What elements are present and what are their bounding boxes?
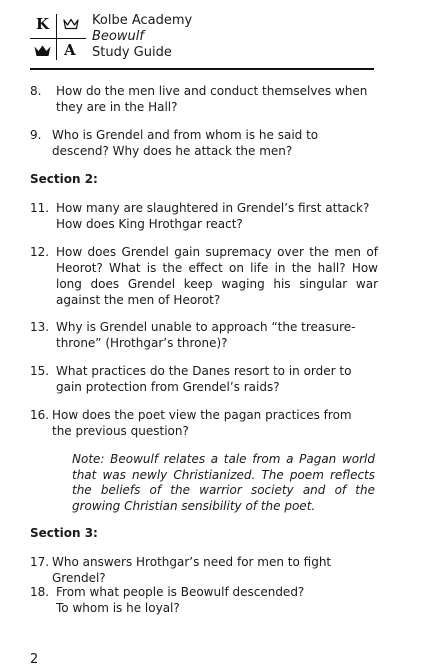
crown-outline-icon (63, 18, 79, 30)
question-number: 9. (30, 128, 42, 142)
question-text: How does Grendel gain supremacy over the men of Heorot? What is the effect on life in the hall? How long does Grendel keep waging his singular war against the men of Heorot? (56, 245, 378, 307)
question-text: Who answers Hrothgar’s need for men to fight Grendel? (52, 555, 332, 585)
header-rule (30, 68, 374, 70)
question-number: 15. (30, 364, 50, 378)
question-text: How many are slaughtered in Grendel’s first attack? How does King Hrothgar react? (56, 201, 370, 231)
guide-label: Study Guide (92, 45, 172, 60)
logo-letter-k: K (36, 15, 50, 33)
question-number: 13. (30, 320, 50, 334)
crown-solid-icon (34, 45, 51, 57)
section-2-heading: Section 2: (30, 172, 98, 186)
header-text (92, 13, 192, 61)
section-3-heading: Section 3: (30, 526, 98, 540)
academy-name: Kolbe Academy (92, 13, 193, 28)
question-number: 16. (30, 408, 50, 422)
note-paragraph: Note: Beowulf relates a tale from a Pagan world that was newly Christianized. The poem reflects the beliefs of the warrior society and of the growing Christian sensibility of the poet. (72, 452, 375, 513)
logo-vertical-divider (56, 14, 57, 60)
logo-letter-a: A (64, 41, 76, 59)
page-header (30, 12, 374, 70)
question-number: 12. (30, 245, 50, 259)
question-text: Who is Grendel and from whom is he said to descend? Why does he attack the men? (52, 128, 319, 158)
question-number: 17. (30, 555, 50, 569)
question-number: 11. (30, 201, 50, 215)
question-text: How does the poet view the pagan practices from the previous question? (52, 408, 352, 438)
question-number: 8. (30, 84, 42, 98)
question-text: From what people is Beowulf descended? To whom is he loyal? (56, 585, 305, 615)
page-number: 2 (30, 652, 39, 667)
question-text: How do the men live and conduct themselves when they are in the Hall? (56, 84, 368, 114)
question-number: 18. (30, 585, 50, 599)
question-text: Why is Grendel unable to approach “the treasure-throne” (Hrothgar’s throne)? (56, 320, 356, 350)
logo-horizontal-divider (30, 38, 86, 39)
question-text: What practices do the Danes resort to in order to gain protection from Grendel’s raids? (56, 364, 352, 394)
book-title: Beowulf (92, 29, 144, 44)
kolbe-logo (30, 12, 88, 62)
